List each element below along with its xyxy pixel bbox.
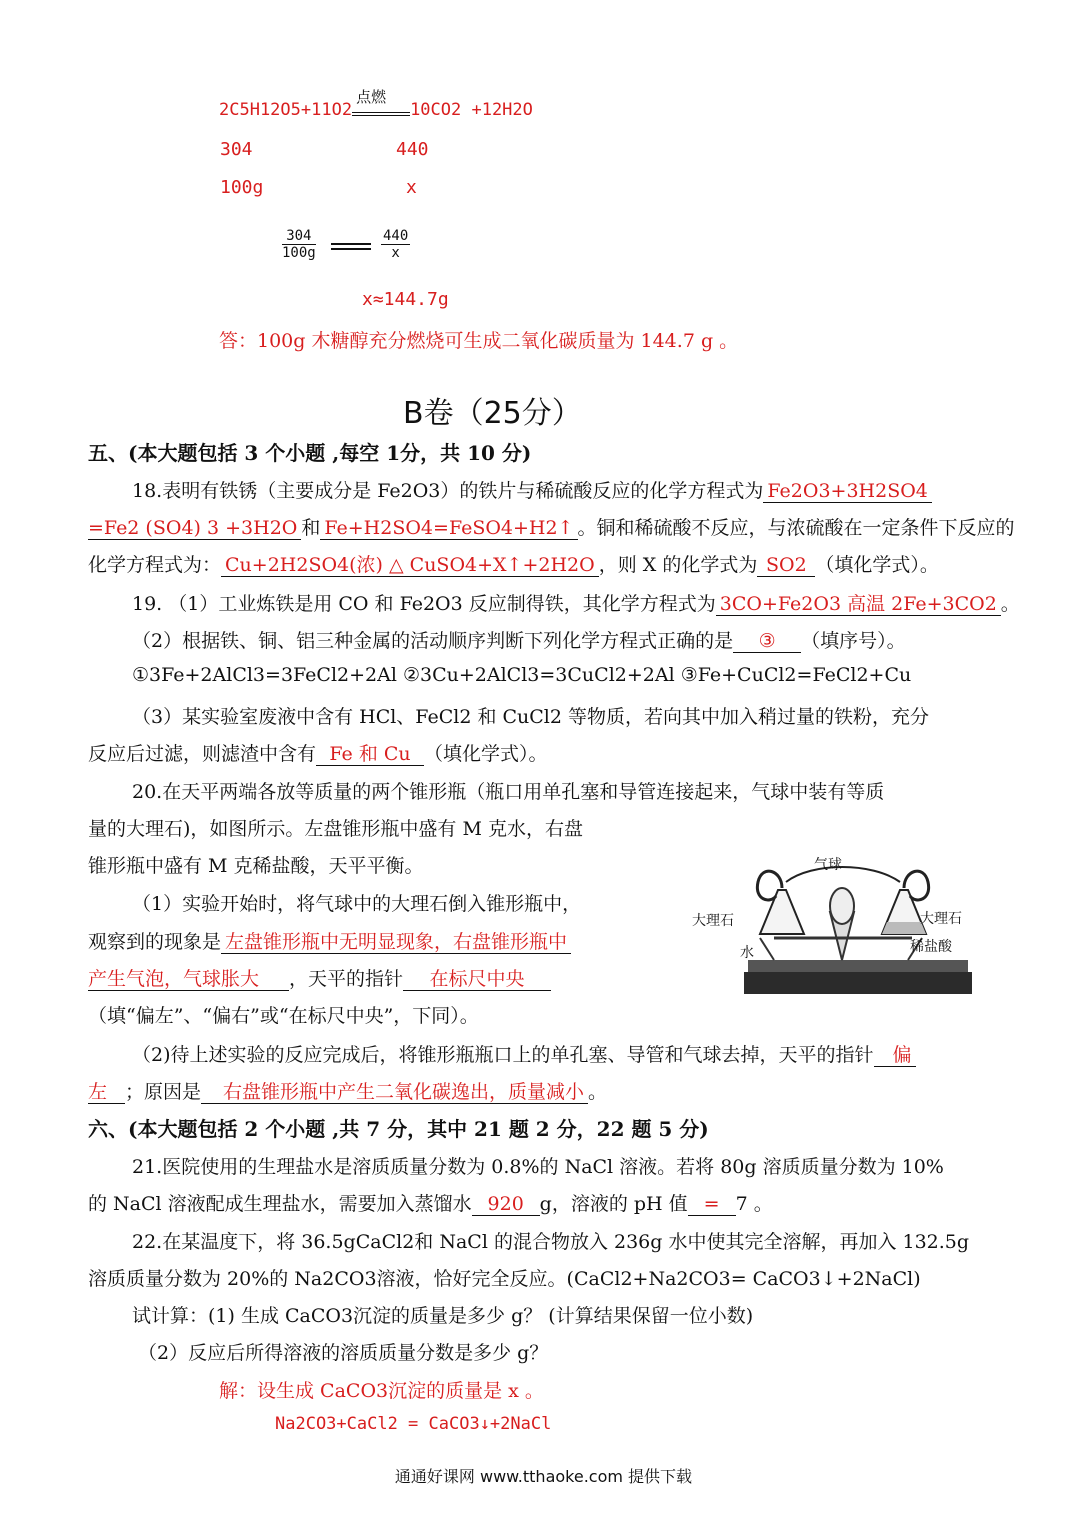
q19-text-1: 19. （1）工业炼铁是用 CO 和 Fe2O3 反应制得铁，其化学方程式为 (132, 593, 716, 615)
equation-products: 10CO2 +12H2O (410, 100, 533, 120)
calc-answer: 答：100g 木糖醇充分燃烧可生成二氧化碳质量为 144.7 g 。 (219, 330, 739, 352)
q22-line-2: 溶质质量分数为 20%的 Na2CO3溶液，恰好完全反应。(CaCl2+Na2CO3= CaCO3↓+2NaCl) (88, 1268, 921, 1290)
q20-answer-3b: 左 (88, 1082, 125, 1104)
q21-line-1: 21.医院使用的生理盐水是溶质质量分数为 0.8%的 NaCl 溶液。若将 80g 溶质质量分数为 10% (132, 1156, 944, 1178)
ratio-fraction-right (381, 228, 410, 261)
q20-line-2: 量的大理石)，如图所示。左盘锥形瓶中盛有 M 克水，右盘 (88, 818, 583, 840)
figure-label-marble-left: 大理石 (692, 913, 734, 929)
q19-text-3: （3）某实验室废液中含有 HCl、FeCl2 和 CuCl2 等物质，若向其中加入稍过量的铁粉，充分 (132, 706, 929, 728)
mass-row-1-left: 304 (220, 139, 253, 160)
q18-text-3: 。铜和稀硫酸不反应，与浓硫酸在一定条件下反应的 (577, 517, 1015, 539)
q20-text-6: ，天平的指针 (289, 968, 404, 990)
balance-figure (692, 852, 992, 1002)
q20-line-3: 锥形瓶中盛有 M 克稀盐酸，天平平衡。 (88, 855, 424, 877)
q18-answer-4: SO2 (757, 555, 815, 577)
q18-line-3 (88, 550, 1001, 577)
equals-bar (352, 112, 410, 116)
q20-line-9 (88, 1077, 1001, 1104)
ratio-fraction-left (282, 228, 316, 261)
q22-solution-2: Na2CO3+CaCl2 = CaCO3↓+2NaCl (275, 1414, 552, 1434)
page-footer: 通通好课网 www.tthaoke.com 提供下载 (394, 1467, 693, 1486)
fraction-numerator: 304 (282, 228, 316, 245)
q19-answer-1: 3CO+Fe2O3 高温 2Fe+3CO2 (716, 594, 1001, 616)
equation-condition (352, 88, 410, 120)
q20-text-9-end: 。 (588, 1081, 608, 1103)
q19-text-4: 反应后过滤，则滤渣中含有 (88, 743, 317, 765)
q18-text-2: 和 (301, 517, 321, 539)
q18-answer-2: Fe+H2SO4=FeSO4+H2↑ (320, 518, 577, 540)
mass-row-1-right: 440 (396, 139, 429, 160)
q22-solution-1: 解：设生成 CaCO3沉淀的质量是 x 。 (219, 1380, 544, 1402)
q20-line-1: 20.在天平两端各放等质量的两个锥形瓶（瓶口用单孔塞和导管连接起来，气球中装有等质 (132, 781, 885, 803)
q20-text-8: （2)待上述实验的反应完成后，将锥形瓶瓶口上的单孔塞、导管和气球去掉，天平的指针 (132, 1044, 874, 1066)
figure-label-balloon: 气球 (814, 857, 842, 873)
q21-text-2: 的 NaCl 溶液配成生理盐水，需要加入蒸馏水 (88, 1193, 472, 1215)
q21-text-2b: g，溶液的 pH 值 (539, 1193, 688, 1215)
q22-line-3: 试计算：(1) 生成 CaCO3沉淀的质量是多少 g？ (计算结果保留一位小数) (132, 1305, 754, 1327)
mass-row-2-left: 100g (220, 177, 264, 198)
ratio-equals-sign (331, 243, 371, 250)
q19-text-2: （2）根据铁、铜、铝三种金属的活动顺序判断下列化学方程式正确的是 (132, 630, 734, 652)
q19-line-4 (88, 739, 1001, 766)
q19-text-2-end: （填序号）。 (801, 630, 906, 652)
q18-answer-3: Cu+2H2SO4(浓) △ CuSO4+X↑+2H2O (221, 555, 599, 577)
q18-text-1: 18.表明有铁锈（主要成分是 Fe2O3）的铁片与稀硫酸反应的化学方程式为 (132, 480, 764, 502)
q20-answer-2: 在标尺中央 (403, 969, 551, 991)
q19-answer-2: ③ (733, 631, 801, 653)
section-title: B卷（25分） (403, 396, 582, 431)
q18-line-2 (88, 513, 1015, 540)
q18-answer-1a: Fe2O3+3H2SO4 (763, 481, 932, 503)
fraction-numerator: 440 (383, 228, 409, 244)
combustion-equation (219, 88, 533, 120)
q20-text-9: ；原因是 (125, 1081, 202, 1103)
q18-line-1 (88, 476, 1001, 503)
q19-text-1-end: 。 (1000, 593, 1020, 615)
q20-text-5: 观察到的现象是 (88, 931, 222, 953)
q21-answer-2: = (688, 1194, 736, 1216)
q21-text-2c: 7 。 (735, 1193, 773, 1215)
q18-answer-1b: =Fe2 (SO4) 3 +3H2O (88, 518, 301, 540)
equation-reactants: 2C5H12O5+11O2 (219, 100, 353, 120)
q20-line-7: （填“偏左”、“偏右”或“在标尺中央”，下同）。 (88, 1005, 479, 1027)
mass-row-2-right: x (406, 177, 417, 198)
fraction-denominator: x (391, 245, 400, 261)
q22-line-4: （2）反应后所得溶液的溶质质量分数是多少 g？ (138, 1342, 549, 1364)
figure-label-acid: 稀盐酸 (910, 939, 952, 955)
q18-text-5: ，则 X 的化学式为 (598, 554, 758, 576)
q18-text-4: 化学方程式为： (88, 554, 222, 576)
figure-label-marble-right: 大理石 (920, 911, 962, 927)
q19-options: ①3Fe+2AlCl3=3FeCl2+2Al ②3Cu+2AlCl3=3CuCl2+2Al ③Fe+CuCl2=FeCl2+Cu (132, 664, 912, 686)
part6-heading: 六、(本大题包括 2 个小题 ,共 7 分，其中 21 题 2 分，22 题 5 分) (88, 1117, 709, 1141)
fraction-denominator: 100g (282, 245, 316, 261)
q19-answer-3: Fe 和 Cu (316, 744, 424, 766)
q20-line-8 (88, 1040, 1001, 1067)
q21-answer-1: 920 (472, 1194, 540, 1216)
q22-line-1: 22.在某温度下，将 36.5gCaCl2和 NaCl 的混合物放入 236g 水中使其完全溶解，再加入 132.5g (132, 1231, 970, 1253)
condition-label: 点燃 (356, 88, 387, 106)
q20-line-4: （1）实验开始时，将气球中的大理石倒入锥形瓶中， (132, 893, 582, 915)
q20-answer-3a: 偏 (874, 1045, 916, 1067)
q20-answer-1b: 产生气泡，气球胀大 (88, 969, 289, 991)
q19-line-1 (88, 589, 1020, 616)
q19-text-4-end: （填化学式）。 (424, 743, 548, 765)
q20-answer-4: 右盘锥形瓶中产生二氧化碳逸出，质量减小 (201, 1082, 588, 1104)
q21-line-2 (88, 1189, 1001, 1216)
calc-result: x≈144.7g (362, 289, 449, 310)
q19-line-2 (88, 626, 1001, 653)
part5-heading: 五、(本大题包括 3 个小题 ,每空 1分，共 10 分) (88, 441, 532, 465)
figure-label-water: 水 (740, 945, 754, 961)
q20-answer-1a: 左盘锥形瓶中无明显现象，右盘锥形瓶中 (221, 932, 571, 954)
q18-text-6: （填化学式）。 (815, 554, 939, 576)
